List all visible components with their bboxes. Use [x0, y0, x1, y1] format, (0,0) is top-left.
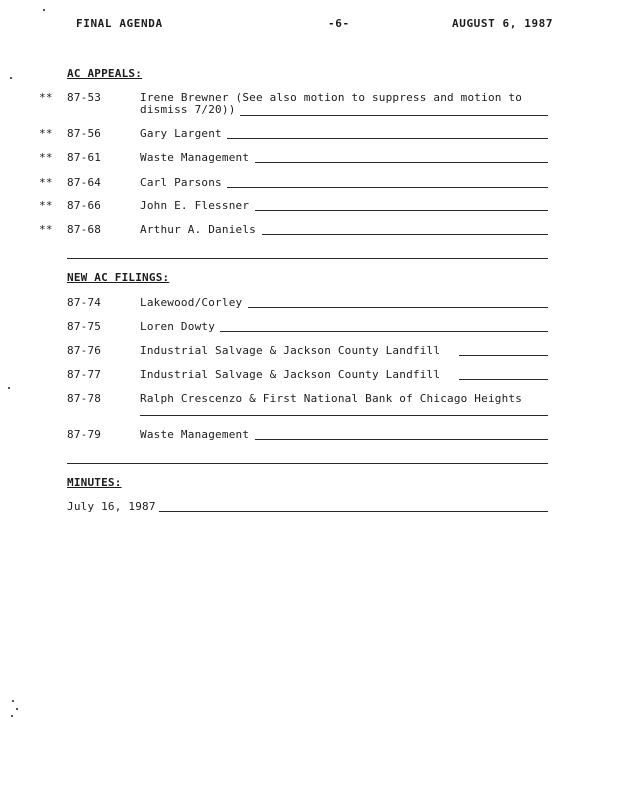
case-name: Carl Parsons [140, 176, 222, 189]
case-name: Ralph Crescenzo & First National Bank of Chicago Heights [140, 392, 523, 405]
case-number: 87-76 [67, 344, 102, 357]
section-divider [67, 463, 548, 464]
case-number: 87-61 [67, 151, 102, 164]
signature-line [227, 138, 548, 139]
signature-line [227, 187, 548, 188]
scan-speck [43, 9, 45, 11]
case-name: Irene Brewner (See also motion to suppress and motion to [140, 91, 523, 104]
signature-line [255, 210, 548, 211]
header-title: FINAL AGENDA [76, 17, 163, 30]
header-date: AUGUST 6, 1987 [452, 17, 554, 30]
priority-mark: ** [39, 127, 53, 140]
signature-line [248, 307, 548, 308]
minutes-heading: MINUTES: [67, 476, 122, 489]
signature-line [140, 415, 548, 416]
scan-speck [8, 387, 10, 389]
case-name: Gary Largent [140, 127, 222, 140]
scan-speck [12, 700, 14, 702]
case-name: Loren Dowty [140, 320, 216, 333]
priority-mark: ** [39, 91, 53, 104]
case-number: 87-77 [67, 368, 102, 381]
signature-line [262, 234, 548, 235]
case-number: 87-75 [67, 320, 102, 333]
case-name: Lakewood/Corley [140, 296, 243, 309]
signature-line [255, 162, 548, 163]
signature-line [220, 331, 548, 332]
signature-line [459, 355, 548, 356]
minutes-date: July 16, 1987 [67, 500, 156, 513]
scan-speck [10, 77, 12, 79]
case-number: 87-68 [67, 223, 102, 236]
case-name: John E. Flessner [140, 199, 250, 212]
new-ac-filings-heading: NEW AC FILINGS: [67, 271, 170, 284]
signature-line [255, 439, 548, 440]
priority-mark: ** [39, 223, 53, 236]
case-name: Arthur A. Daniels [140, 223, 256, 236]
priority-mark: ** [39, 176, 53, 189]
scan-speck [11, 715, 13, 717]
case-number: 87-79 [67, 428, 102, 441]
section-divider [67, 258, 548, 259]
case-number: 87-64 [67, 176, 102, 189]
case-number: 87-56 [67, 127, 102, 140]
scan-speck [16, 708, 18, 710]
priority-mark: ** [39, 151, 53, 164]
ac-appeals-heading: AC APPEALS: [67, 67, 143, 80]
priority-mark: ** [39, 199, 53, 212]
case-number: 87-53 [67, 91, 102, 104]
case-number: 87-78 [67, 392, 102, 405]
signature-line [159, 511, 548, 512]
case-number: 87-66 [67, 199, 102, 212]
case-name-continued: dismiss 7/20)) [140, 103, 236, 116]
page-number: -6- [328, 17, 350, 30]
case-number: 87-74 [67, 296, 102, 309]
signature-line [240, 115, 548, 116]
signature-line [459, 379, 548, 380]
case-name: Industrial Salvage & Jackson County Landfill [140, 344, 441, 357]
case-name: Waste Management [140, 428, 250, 441]
case-name: Waste Management [140, 151, 250, 164]
case-name: Industrial Salvage & Jackson County Landfill [140, 368, 441, 381]
